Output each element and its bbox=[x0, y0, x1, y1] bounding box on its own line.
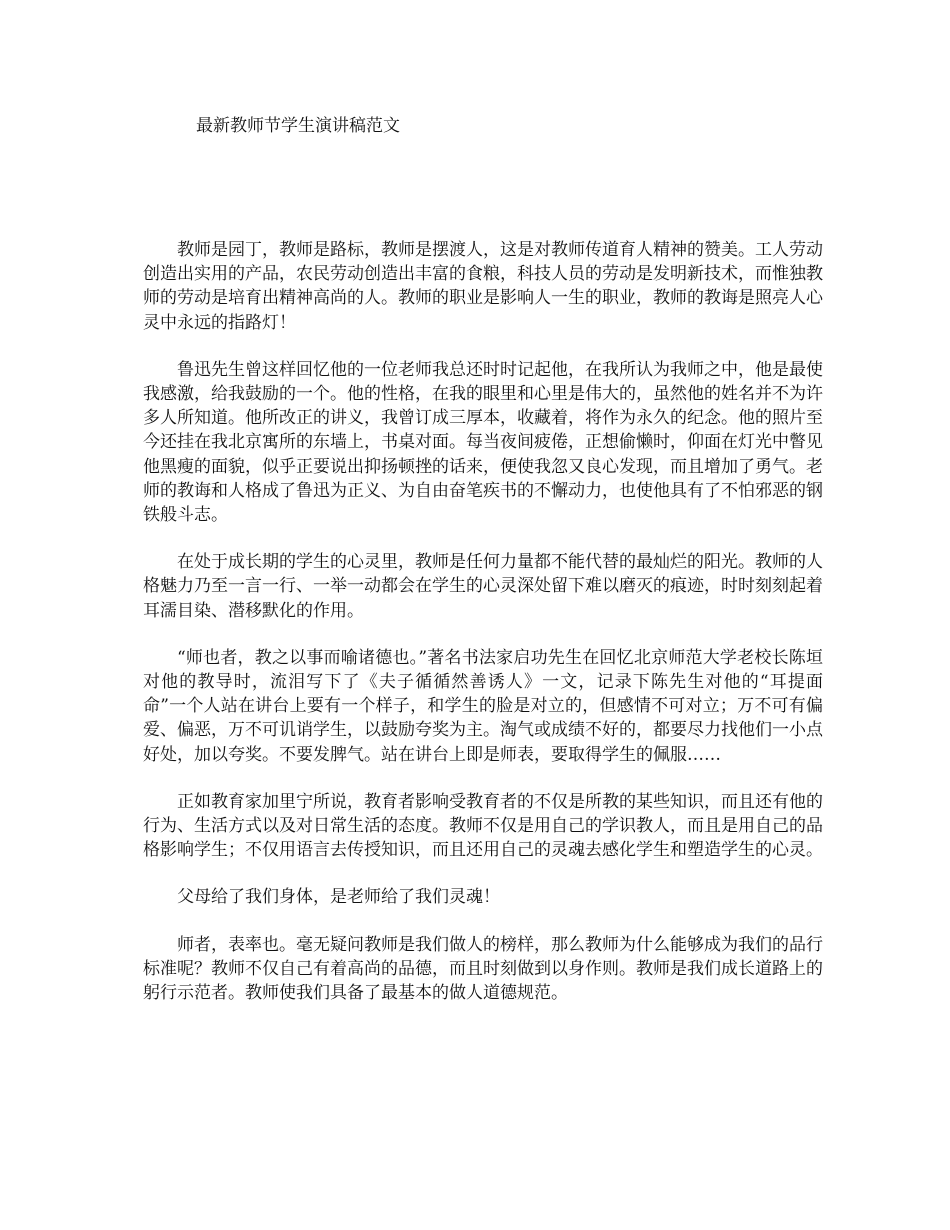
paragraph-1: 教师是园丁，教师是路标，教师是摆渡人，这是对教师传道育人精神的赞美。工人劳动创造出实用的产品，农民劳动创造出丰富的食粮，科技人员的劳动是发明新技术，而惟独教师的劳动是培育出精神高尚的人。教师的职业是影响人一生的职业，教师的教诲是照亮人心灵中永远的指路灯！ bbox=[143, 240, 823, 333]
paragraph-6: 父母给了我们身体，是老师给了我们灵魂！ bbox=[177, 887, 500, 908]
paragraph-3: 在处于成长期的学生的心灵里，教师是任何力量都不能代替的最灿烂的阳光。教师的人格魅力乃至一言一行、一举一动都会在学生的心灵深处留下难以磨灭的痕迹，时时刻刻起着耳濡目染、潜移默化的作用。 bbox=[143, 552, 823, 621]
document-body bbox=[143, 238, 823, 1028]
paragraph-2: 鲁迅先生曾这样回忆他的一位老师我总还时时记起他，在我所认为我师之中，他是最使我感激，给我鼓励的一个。他的性格，在我的眼里和心里是伟大的，虽然他的姓名并不为许多人所知道。他所改正的讲义，我曾订成三厚本，收藏着，将作为永久的纪念。他的照片至今还挂在我北京寓所的东墙上，书桌对面。每当夜间疲倦，正想偷懒时，仰面在灯光中瞥见他黑瘦的面貌，似乎正要说出抑扬顿挫的话来，便使我忽又良心发现，而且增加了勇气。老师的教诲和人格成了鲁迅为正义、为自由奋笔疾书的不懈动力，也使他具有了不怕邪恶的钢铁般斗志。 bbox=[143, 359, 823, 526]
paragraph-5: 正如教育家加里宁所说，教育者影响受教育者的不仅是所教的某些知识，而且还有他的行为、生活方式以及对日常生活的态度。教师不仅是用自己的学识教人，而且是用自己的品格影响学生；不仅用语言去传授知识，而且还用自己的灵魂去感化学生和塑造学生的心灵。 bbox=[143, 791, 823, 861]
paragraph-7: 师者，表率也。毫无疑问教师是我们做人的榜样，那么教师为什么能够成为我们的品行标准呢？教师不仅自己有着高尚的品德，而且时刻做到以身作则。教师是我们成长道路上的躬行示范者。教师使我们具备了最基本的做人道德规范。 bbox=[143, 934, 823, 1004]
document-title: 最新教师节学生演讲稿范文 bbox=[196, 116, 400, 136]
paragraph-4: “师也者，教之以事而喻诸德也。”著名书法家启功先生在回忆北京师范大学老校长陈垣对他的教导时，流泪写下了《夫子循循然善诱人》一文，记录下陈先生对他的“耳提面命”一个人站在讲台上要有一个样子，和学生的脸是对立的，但感情不可对立；万不可有偏爱、偏恶，万不可讥诮学生，以鼓励夸奖为主。淘气或成绩不好的，都要尽力找他们一小点好处，加以夸奖。不要发脾气。站在讲台上即是师表，要取得学生的佩服…… bbox=[143, 647, 823, 765]
